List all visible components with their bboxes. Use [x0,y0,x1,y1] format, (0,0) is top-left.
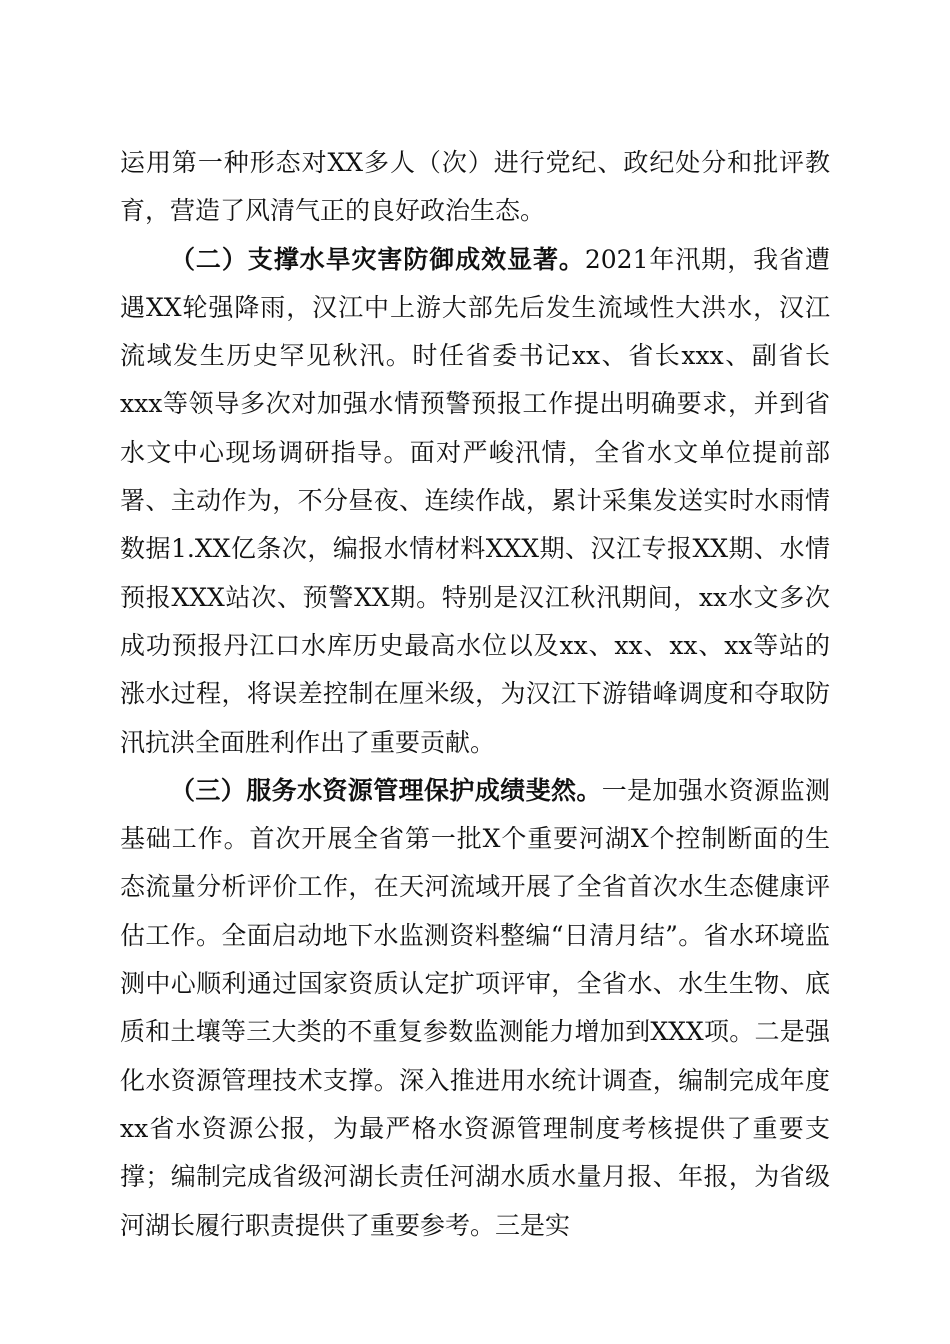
paragraph-3 [120,767,830,1250]
document-body [120,139,830,1250]
section-heading-2: （二）支撑水旱灾害防御成效显著。 [170,244,585,274]
section-heading-3: （三）服务水资源管理保护成绩斐然。 [170,775,602,805]
paragraph-2-body: 2021年汛期，我省遭遇XX轮强降雨，汉江中上游大部先后发生流域性大洪水，汉江流域发生历史罕见秋汛。时任省委书记xx、省长xxx、副省长xxx等领导多次对加强水情预警预报工作提出明确要求，并到省水文中心现场调研指导。面对严峻汛情，全省水文单位提前部署、主动作为，不分昼夜、连续作战，累计采集发送实时水雨情数据1.XX亿条次，编报水情材料XXX期、汉江专报XX期、水情预报XXX站次、预警XX期。特别是汉江秋汛期间，xx水文多次成功预报丹江口水库历史最高水位以及xx、xx、xx、xx等站的涨水过程，将误差控制在厘米级，为汉江下游错峰调度和夺取防汛抗洪全面胜利作出了重要贡献。 [120,244,830,757]
paragraph-3-body: 一是加强水资源监测基础工作。首次开展全省第一批X个重要河湖X个控制断面的生态流量分析评价工作，在天河流域开展了全省首次水生态健康评估工作。全面启动地下水监测资料整编“日清月结”。省水环境监测中心顺利通过国家资质认定扩项评审，全省水、水生生物、底质和土壤等三大类的不重复参数监测能力增加到XXX项。二是强化水资源管理技术支撑。深入推进用水统计调查，编制完成年度xx省水资源公报，为最严格水资源管理制度考核提供了重要支撑；编制完成省级河湖长责任河湖水质水量月报、年报，为省级河湖长履行职责提供了重要参考。三是实 [120,775,830,1240]
paragraph-1-body: 运用第一种形态对XX多人（次）进行党纪、政纪处分和批评教育，营造了风清气正的良好政治生态。 [120,148,830,226]
paragraph-2 [120,236,830,767]
paragraph-1 [120,139,830,236]
